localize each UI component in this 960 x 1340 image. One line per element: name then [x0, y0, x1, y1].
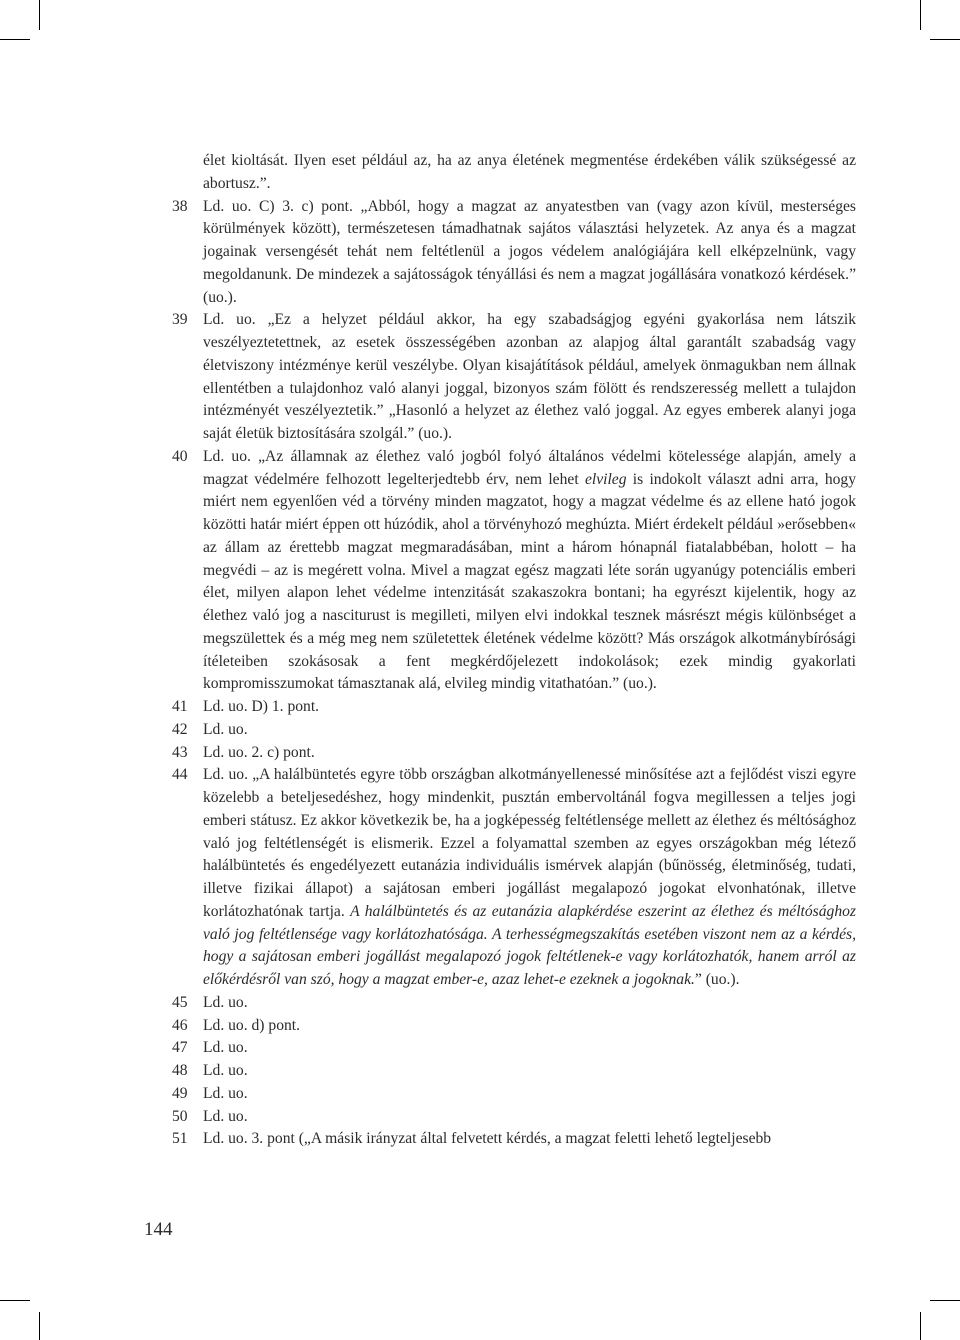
footnote-number: 47 — [172, 1039, 188, 1057]
crop-mark-bottom-left-horizontal — [0, 1300, 30, 1301]
footnote-number: 44 — [172, 766, 188, 784]
crop-mark-top-right-horizontal — [930, 39, 960, 40]
footnote-text: Ld. uo. 3. pont („A másik irányzat által felvetett kérdés, a magzat feletti lehető legteljesebb — [203, 1130, 772, 1148]
footnote-45 — [172, 992, 856, 1015]
footnote-text: Ld. uo. „Ez a helyzet például akkor, ha egy szabadságjog egyéni gyakorlása nem látszik veszélyeztetettnek, az esetek összességében azonban az alapjog által garantált szabadság vagy életviszony intézménye kerül veszélybe. Olyan kisajátítások például, amelyek önmagukban nem állnak ellentétben a tulajdonhoz való alanyi joggal, bizonyos szám fölött és rendszeresség mellett a tulajdon intézményét veszélyeztetik.” „Hasonló a helyzet az élethez való joggal. Az egyes emberek alanyi joga saját életük biztosítására szolgál.” (uo.). — [203, 311, 856, 442]
footnote-text: Ld. uo. „A halálbüntetés egyre több országban alkotmányellenessé minősítése azt a fejlődést viszi egyre közelebb a beteljesedéshez, hogy mindenkit, pusztán embervoltánál fogva megillessen a teljes jogi emberi státusz. Ez akkor következik be, ha a jogképesség feltétlensége mellett az élethez és méltósághoz való jog feltétlenségét is elismerik. Ezzel a folyamattal szemben az egyes országokban még létező halálbüntetés és engedélyezett eutanázia individuális ismérvek alapján (bűnösség, életminőség, tudati, illetve fizikai állapot) a sajátosan emberi jogállást megalapozó jogokat elvonhatónak, illetve korlátozhatónak tartja. — [203, 766, 856, 920]
footnote-text: ” (uo.). — [694, 971, 740, 988]
footnote-number: 51 — [172, 1130, 188, 1148]
footnote-48 — [172, 1060, 856, 1083]
footnote-text: Ld. uo. d) pont. — [203, 1016, 301, 1034]
page-number: 144 — [144, 1219, 173, 1240]
crop-mark-bottom-right-vertical — [920, 1312, 921, 1340]
crop-mark-bottom-right-horizontal — [930, 1300, 960, 1301]
footnote-number: 43 — [172, 743, 188, 761]
footnote-40 — [172, 446, 856, 696]
footnote-number: 49 — [172, 1084, 188, 1102]
footnote-italic-text: A halálbüntetés és az eutanázia alapkérdése eszerint az élethez és méltósághoz való jog feltétlensége vagy korlátozhatósága. A terhességmegszakítás esetében viszont nem az a kérdés, hogy a sajátosan emberi jogállást megalapozó jogok feltétlenek-e vagy korlátozhatók, hanem arról az előkérdésről van szó, hogy a magzat ember-e, azaz lehet-e ezeknek a jogoknak. — [203, 902, 857, 988]
footnote-text: is indokolt választ adni arra, hogy miért nem egyenlően véd a törvény minden magzatot, hogy a magzat védelme és az ellene ható jogok közötti határ miért éppen ott húzódik, ahol a törvényhozó meghúzta. Miért érdekelt például »erősebben« az állam az érettebb magzat megmaradásában, mint a három hónapnál fiatalabbéban, holott – ha megvédi – az is megérett volna. Mivel a magzat egész magzati léte során ugyanúgy potenciális emberi élet, milyen alapon lehet védelme intenzitását szakaszokra bontani; ha egyrészt kijelentik, hogy az élethez való jog a nasciturust is megilleti, milyen elvi indokkal tesznek másrészt mégis különbséget a megszülettek és a még meg nem születettek életének védelme között? Más országok alkotmánybírósági ítéleteiben szokásosak a fent megkérdőjelezett indokolások; ezek mindig gyakorlati kompromisszumokat támasztanak alá, elvileg mindig vitathatóan.” (uo.). — [203, 470, 857, 693]
crop-mark-bottom-left-vertical — [39, 1312, 40, 1340]
footnote-47 — [172, 1037, 856, 1060]
footnote-text: élet kioltását. Ilyen eset például az, ha az anya életének megmentése érdekében válik szükségessé az abortusz.”. — [203, 152, 856, 192]
footnote-number: 40 — [172, 447, 188, 465]
footnote-number: 48 — [172, 1062, 188, 1079]
crop-mark-top-left-vertical — [39, 0, 40, 30]
footnote-text: Ld. uo. — [203, 720, 248, 738]
footnote-39 — [172, 309, 856, 446]
footnotes-list — [172, 150, 856, 1151]
footnote-text: Ld. uo. C) 3. c) pont. „Abból, hogy a magzat az anyatestben van (vagy azon kívül, mesterséges körülmények között), természetesen támadhatnak sajátos választási helyzetek. Az anya és a magzat jogainak versengését tehát nem feltétlenül a jogos védelem analógiájára kell elképzelnünk, vagy megoldanunk. De mindezek a sajátosságok tényállási és nem a magzat jogállására vonatkozó kérdések.” (uo.). — [203, 197, 856, 306]
footnote-number: 46 — [172, 1016, 188, 1034]
footnote-italic-text: elvileg — [584, 470, 627, 488]
footnote-text: Ld. uo. D) 1. pont. — [203, 698, 320, 715]
footnote-number: 50 — [172, 1107, 188, 1125]
footnote-text: Ld. uo. 2. c) pont. — [203, 743, 315, 761]
footnote-number: 42 — [172, 720, 188, 738]
footnote-text: Ld. uo. — [203, 1062, 248, 1079]
footnote-text: Ld. uo. — [203, 1084, 248, 1102]
footnote-text: Ld. uo. — [203, 993, 248, 1011]
footnote-number: 41 — [172, 698, 188, 715]
footnote-44 — [172, 764, 856, 992]
footnote-46 — [172, 1015, 856, 1038]
footnote-number: 38 — [172, 197, 188, 215]
crop-mark-top-left-horizontal — [0, 39, 30, 40]
footnote-50 — [172, 1106, 856, 1129]
footnote-49 — [172, 1083, 856, 1106]
footnote-41 — [172, 696, 856, 719]
crop-mark-top-right-vertical — [920, 0, 921, 30]
footnote-text: Ld. uo. — [203, 1039, 248, 1057]
footnote-42 — [172, 719, 856, 742]
footnote-text: Ld. uo. „Az államnak az élethez való jogból folyó általános védelmi kötelessége alapján, amely a magzat védelmére felhozott legelterjedtebb érv, nem lehet — [203, 447, 856, 488]
footnote-number: 45 — [172, 993, 188, 1011]
footnote-text: Ld. uo. — [203, 1107, 248, 1125]
footnote-51 — [172, 1128, 856, 1151]
footnote-43 — [172, 742, 856, 765]
footnote-continuation — [172, 150, 856, 196]
footnote-number: 39 — [172, 311, 188, 329]
footnote-38 — [172, 196, 856, 310]
